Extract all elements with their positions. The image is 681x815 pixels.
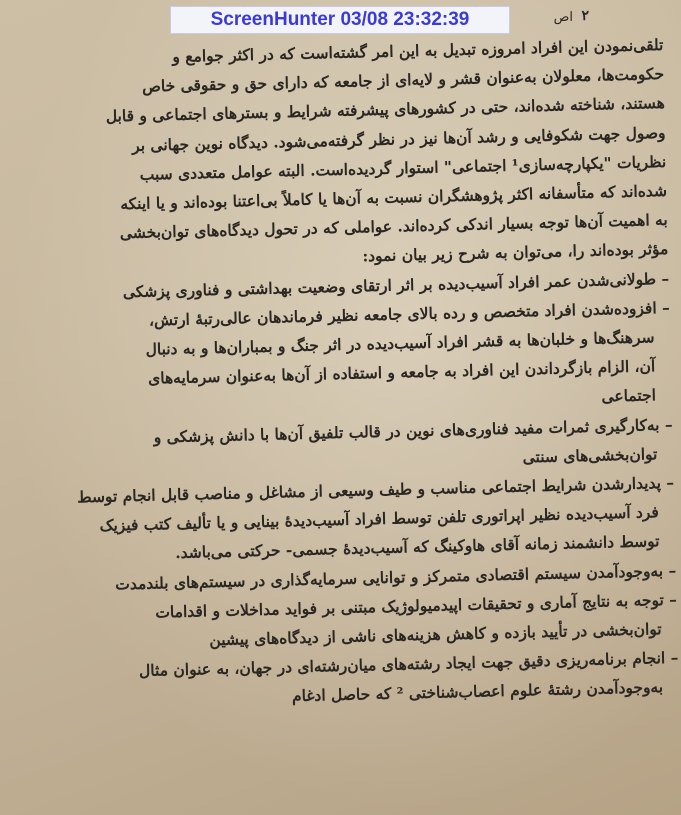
body-text — [14, 30, 679, 717]
bullet-continuation: توان‌بخشی‌های سنتی — [522, 444, 658, 467]
bullet-continuation: فرد آسیب‌دیده نظیر اپراتوری تلفن توسط افراد آسیب‌دیدهٔ بینایی و یا تألیف کتب فیزیک — [99, 502, 660, 536]
bullet-item: – توجه به نتایج آماری و تحقیقات اپیدمیولوژیک مبتنی بر فواید مداخلات و اقدامات — [155, 589, 678, 622]
running-head: اص — [553, 10, 573, 25]
bullet-continuation: توسط دانشمند زمانه آقای هاوکینگ که آسیب‌دیدهٔ جسمی- حرکتی می‌باشد. — [175, 531, 660, 563]
text-line: شده‌اند که متأسفانه اکثر پژوهشگران نسبت به آن‌ها یا کاملاً بی‌اعتنا بوده‌اند و یا اینکه — [120, 180, 668, 214]
text-line: تلقی‌نمودن این افراد امروزه تبدیل به این امر گشته‌است که در اکثر جوامع و — [172, 34, 664, 66]
text-line: به اهمیت آن‌ها توجه بسیار اندکی کرده‌اند. عواملی که در تحول دیدگاه‌های توان‌بخشی — [119, 210, 668, 243]
text-line: وصول جهت شکوفایی و رشد آن‌ها نیز در نظر گرفته‌می‌شود. دیدگاه نوین جهانی بر — [131, 122, 666, 155]
text-line: حکومت‌ها، معلولان به‌عنوان قشر و لایه‌ای از جامعه که دارای حق و حقوقی خاص — [141, 64, 665, 96]
text-line: نظریات "یکپارچه‌سازی¹ اجتماعی" استوار گردیده‌است. البته عوامل متعددی سبب — [139, 151, 667, 184]
bullet-continuation: به‌وجودآمدن رشتهٔ علوم اعصاب‌شناختی ² که حاصل ادغام — [291, 677, 664, 706]
bullet-continuation: سرهنگ‌ها و خلبان‌ها به قشر افراد آسیب‌دیده در اثر جنگ و بمباران‌ها و به دنبال — [145, 327, 655, 359]
text-line: هستند، شناخته شده‌اند، حتی در کشورهای پیشرفته شرایط و بسترهای اجتماعی و قابل — [105, 93, 666, 127]
text-line: مؤثر بوده‌اند را، می‌توان به شرح زیر بیان نمود: — [362, 239, 669, 266]
screenhunter-watermark: ScreenHunter 03/08 23:32:39 — [170, 6, 510, 34]
bullet-item: – به‌کارگیری ثمرات مفید فناوری‌های نوین در قالب تلفیق آن‌ها با دانش پزشکی و — [153, 414, 673, 447]
bullet-continuation: آن، الزام بازگرداندن این افراد به جامعه و استفاده از آن‌ها به‌عنوان سرمایه‌های — [147, 356, 656, 388]
bullet-item: – به‌وجودآمدن سیستم اقتصادی متمرکز و توانایی سرمایه‌گذاری در سیستم‌های بلندمدت — [114, 560, 677, 594]
bullet-continuation: توان‌بخشی در تأیید بازده و کاهش هزینه‌های ناشی از دیدگاه‌های پیشین — [209, 619, 662, 650]
bullet-item: – پدیدارشدن شرایط اجتماعی مناسب و طیف وسیعی از مشاغل و مناصب قابل انجام توسط — [77, 472, 675, 507]
bullet-item: – طولانی‌شدن عمر افراد آسیب‌دیده بر اثر ارتقای وضعیت بهداشتی و فناوری پزشکی — [122, 268, 670, 301]
bullet-continuation: اجتماعی — [601, 385, 657, 407]
bullet-item: – افزوده‌شدن افراد متخصص و رده بالای جامعه نظیر فرماندهان عالی‌رتبهٔ ارتش، — [148, 297, 671, 330]
bullet-item: – انجام برنامه‌ریزی دقیق جهت ایجاد رشته‌های میان‌رشته‌ای در جهان، به عنوان مثال — [138, 648, 679, 681]
page-number: ۲ — [581, 8, 589, 24]
